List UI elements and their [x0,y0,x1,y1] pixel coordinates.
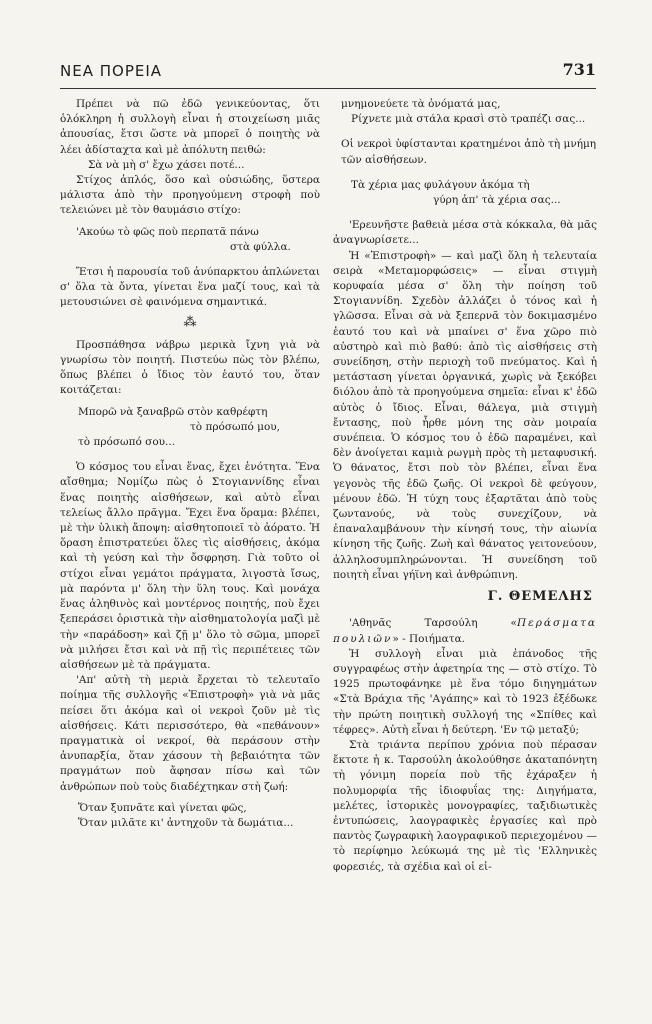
verse-line: στὰ φύλλα. [230,240,291,253]
paragraph: Στὰ τριάντα περίπου χρόνια ποὺ πέρασαν ἔκτοτε ἡ κ. Ταρσούλη ἀκολούθησε ἀκαταπόνητη τὴ γόνιμη πορεία ποὺ τῆς ἐχάραξεν ἡ πολυμορφία τῆς ἰδιοφυΐας της: Διηγήματα, μελέτες, ἱστορικὲς μονογραφίες, ταξιδιωτικὲς ἐντυπώσεις, λαογραφικὲς ἐργασίες καὶ πρὸ παντὸς ζωγραφικὴ λαογραφικοῦ περιεχομένου — τὸ περίφημο λεύκωμά της μὲ τὶς 'Ελληνικὲς φορεσιές, τὰ σχέδια καὶ οἱ εἰ- [333,738,597,873]
verse-line: Σὰ νὰ μὴ σ' ἔχω χάσει ποτέ... [88,158,245,171]
verse-line: τὸ πρόσωπό σου... [78,436,176,449]
left-column [60,97,320,831]
paragraph: 'Ερευνῆστε βαθειὰ μέσα στὰ κόκκαλα, θὰ μᾶς ἀναγνωρίσετε... [333,219,597,247]
page-number: 731 [562,60,596,79]
running-head: ΝΕΑ ΠΟΡΕΙΑ [60,62,163,80]
paragraph: 'Απ' αὐτὴ τὴ μεριὰ ἔρχεται τὸ τελευταῖο ποίημα τῆς συλλογῆς «Ἐπιστροφὴ» γιὰ νὰ μᾶς πείσει ὅτι ἀκόμα καὶ οἱ νεκροὶ ζοῦν μὲ τὶς αἰσθήσεις. Κάτι περισσότερο, θὰ «πεθάνουν» πραγματικὰ οἱ νεκροί, θὰ περάσουν στὴν ἀνυπαρξία, ὅταν χάσουν τὴ βεβαιότητα τῶν πραγμάτων ποὺ ἄφησαν πίσω καὶ τῶν ἀνθρώπων ποὺ τοὺς διαδέχτηκαν στὴ ζωή: [60,674,320,793]
author-signature: Γ. ΘΕΜΕΛΗΣ [487,589,593,605]
verse-line: Ρίχνετε μιὰ στάλα κρασὶ στὸ τραπέζι σας... [351,113,586,126]
review-heading [333,616,597,646]
paragraph: Ἡ «Ἐπιστροφὴ» — καὶ μαζὶ ὅλη ἡ τελευταία σειρὰ «Μεταμορφώσεις» — εἶναι στιγμὴ κορυφαία μέσα σ' ὅλη τὴν ποίηση τοῦ Στογιαννίδη. Σχεδὸν ἀλλάζει ὁ τόνος καὶ ἡ γλῶσσα. Εἶναι σὰ νὰ ξεπερνᾶ τὸν δοκιμασμένο ἑαυτό του καὶ νὰ μπαίνει σ' ἕνα χῶρο πιὸ αὐστηρὸ καὶ πιὸ βαθύ: ἀπὸ τὶς αἰσθήσεις στὴ συνείδηση, στὴν περιοχὴ τοῦ πνεύματος. Καὶ ἡ μετάσταση γίνεται ὀργανικά, χωρὶς νὰ ξεκόβει διόλου ἀπὸ τὰ προηγούμενα σημεῖα: εἶναι κ' ἐδῶ αὐτὸς ὁ ἴδιος. Εἶναι, θάλεγα, μιὰ στιγμὴ ἔντασης, ποὺ ἦρθε μόνη της σὰν μοιραία συνέπεια. Ὁ κόσμος του ὁ ἐδῶ παραμένει, καὶ δὲν ἀνοίγεται καμιὰ ρωγμὴ πρὸς τὴ μεταφυσική. Ὁ θάνατος, ἔτσι ποὺ τὸν βλέπει, εἶναι ἕνα γεγονὸς τῆς ἐδῶ ζωῆς. Οἱ νεκροὶ δὲ φεύγουν, μένουν ἐδῶ. Ἡ τύχη τους ἐξαρτᾶται ἀπὸ τοὺς ζωντανούς, νὰ τοὺς συνεχίζουν, νὰ ἐπαναλαμβάνουν τὴν κίνησή τους, τὴν αἰωνία κίνηση τῆς ζωῆς. Ζωὴ καὶ θάνατος γειτονεύουν, ἀλληλοσυμπληρώνονται. Ἡ συνείδηση τοῦ ποιητὴ εἶναι γήϊνη καὶ ἀνθρώπινη. [333,249,597,581]
verse-line: Μπορῶ νὰ ξαναβρῶ στὸν καθρέφτη [78,405,268,418]
paragraph: Ἔτσι ἡ παρουσία τοῦ ἀνύπαρκτου ἁπλώνεται σ' ὅλα τὰ ὄντα, γίνεται ἕνα μαζί τους, καὶ τὰ μετουσιώνει σὲ φαινόμενα σημαντικά. [60,266,320,309]
paragraph: Ὁ κόσμος του εἶναι ἕνας, ἔχει ἑνότητα. Ἕνα αἴσθημα; Νομίζω πὼς ὁ Στογιαννίδης εἶναι ἕνας ποιητὴς αἰσθήσεων, καὶ αὐτὸ εἶναι τελείως ἄλλο πρᾶγμα. Ἔχει ἕνα ὅραμα: βλέπει, μὲ τὴν ὑλικὴ ἄποψη: αἰσθητοποιεῖ τὸ ἀόρατο. Ἡ ὅραση ἐπιστρατεύει ὅλες τὶς αἰσθήσεις, ἀκόμα καὶ τὴ γεύση καὶ τὴν ὄσφρηση. Γιὰ τοῦτο οἱ στίχοι εἶναι γεμάτοι πράγματα, λιγοστὰ ἴσως, μὰ παρόντα μ' ὅλη τὴν ὕλη τους. Καὶ μονάχα ἕνας ἀληθινὸς καὶ μοντέρνος ποιητής, ποὺ ἔχει ξεπεράσει ὁριστικὰ τὴν αἰσθηματολογία μαζὶ μὲ τὴν «παράδοση» καὶ ζῇ μ' ὅλο τὸ σῶμα, μπορεῖ νὰ μιλήσει ἔτσι καὶ νὰ πῇ τὶς περιπέτειες τῶν αἰσθήσεων μὲ τὰ πράγματα. [60,461,320,671]
page-header [60,58,596,82]
verse-line: μνημονεύετε τὰ ὀνόματά μας, [341,98,501,110]
verse-line: τὸ πρόσωπό μου, [190,420,281,433]
right-column [333,97,597,875]
paragraph: Στίχος ἁπλός, ὅσο καὶ οὐσιώδης, ὕστερα μάλιστα ἀπὸ τὴν προηγούμενη στροφὴ ποὺ τελειώνει μὲ τὸν θαυμάσιο στίχο: [60,174,320,217]
review-title: Περάσματα πουλιῶν [333,617,597,645]
paragraph: Πρέπει νὰ πῶ ἐδῶ γενικεύοντας, ὅτι ὁλόκληρη ἡ συλλογὴ εἶναι ἡ στοιχείωση μιᾶς ἀπουσίας, ἔτσι ὥστε νὰ μπορεῖ ὁ ποιητὴς νὰ λέει ἀδίσταχτα καὶ μὲ ἀπόλυτη πειθώ: [60,98,320,156]
review-genre: » - Ποιήματα. [392,632,466,645]
section-separator: ⁂ [183,314,197,330]
paragraph: Ἡ συλλογὴ εἶναι μιὰ ἐπάνοδος τῆς συγγραφέως στὴν ἀφετηρία της — στὸ στίχο. Τὸ 1925 πρωτοφάνηκε μὲ ἕνα τόμο διηγημάτων «Στὰ Βράχια τῆς 'Αγάπης» καὶ τὸ 1923 ἐξέδωκε τὴν πρώτη ποιητικὴ συλλογή της «Σπίθες καὶ τέφρες». Αὐτὴ εἶναι ἡ δεύτερη. 'Εν τῷ μεταξύ; [333,647,597,736]
paragraph: Προσπάθησα νάβρω μερικὰ ἴχνη γιὰ νὰ γνωρίσω τὸν ποιητή. Πιστεύω πὼς τὸν βλέπω, ὅπως βλέπει ὁ ἴδιος τὸν ἑαυτό του, ὅταν κοιτάζεται: [60,338,320,397]
verse-line: Ὅταν ξυπνᾶτε καὶ γίνεται φῶς, [78,801,247,814]
review-author: 'Αθηνᾶς Ταρσούλη « [349,617,517,630]
verse-line: γύρη ἀπ' τὰ χέρια σας... [433,194,561,207]
verse-line: Ὅταν μιλᾶτε κι' ἀντηχοῦν τὰ δωμάτια... [78,816,294,829]
verse-line: 'Ακούω τὸ φῶς ποὺ περπατᾶ πάνω [76,225,259,238]
header-rule [60,88,596,89]
verse-line: Οἱ νεκροὶ ὑφίστανται κρατημένοι ἀπὸ τὴ μνήμη τῶν αἰσθήσεων. [341,138,597,166]
verse-line: Τὰ χέρια μας φυλάγουν ἀκόμα τὴ [351,178,530,191]
